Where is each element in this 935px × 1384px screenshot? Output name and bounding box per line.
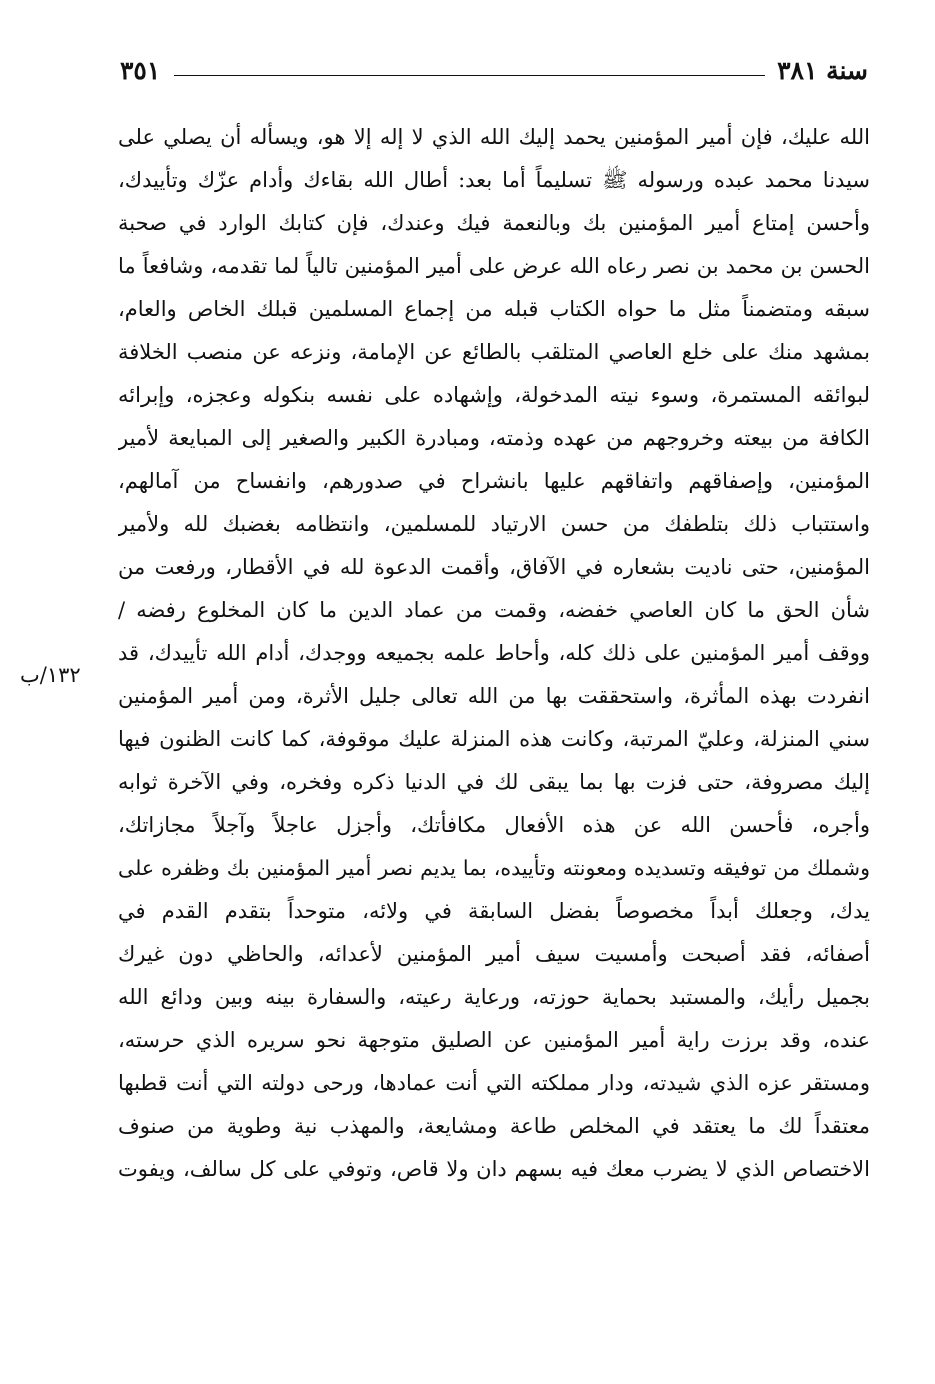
text-line: انفردت بهذه المأثرة، واستحققت بها من الله تعالى جليل الأثرة، ومن أمير المؤمنين bbox=[118, 684, 870, 708]
text-line: الاختصاص الذي لا يضرب معك فيه بسهم دان ولا قاص، وتوفي على كل سالف، ويفوت bbox=[118, 1157, 870, 1181]
text-line: الكافة من بيعته وخروجهم من عهده وذمته، ومبادرة الكبير والصغير إلى المبايعة لأمير bbox=[118, 426, 870, 450]
text-line: سيدنا محمد عبده ورسوله ﷺ تسليماً أما بعد: أطال الله بقاءك وأدام عزّك وتأييدك، bbox=[118, 168, 870, 192]
text-line: الله عليك، فإن أمير المؤمنين يحمد إليك الله الذي لا إله إلا هو، ويسأله أن يصلي على bbox=[118, 125, 870, 149]
text-line: بجميل رأيك، والمستبد بحماية حوزته، ورعاية رعيته، والسفارة بينه وبين ودائع الله bbox=[118, 985, 870, 1009]
text-line: ووقف أمير المؤمنين على ذلك كله، وأحاط علمه بجميعه ووجدك، أدام الله تأييدك، قد bbox=[118, 641, 870, 665]
text-line: بمشهد منك على خلع العاصي المتلقب بالطائع عن الإمامة، ونزعه عن منصب الخلافة bbox=[118, 340, 870, 364]
text-line: وشملك من توفيقه وتسديده ومعونته وتأييده، بما يديم نصر أمير المؤمنين بك وظفره على bbox=[118, 856, 870, 880]
text-line: يدك، وجعلك أبداً مخصوصاً بفضل السابقة في ولائه، متوحداً بتقدم القدم في bbox=[118, 899, 870, 923]
text-line: الحسن بن محمد بن نصر رعاه الله عرض على أمير المؤمنين تالياً لما تقدمه، وشافعاً ما bbox=[118, 254, 870, 278]
text-line: أصفائه، فقد أصبحت وأمسيت سيف أمير المؤمنين لأعدائه، والحاظي دون غيرك bbox=[118, 942, 870, 966]
running-header bbox=[120, 50, 868, 90]
page-number: ٣٥١ bbox=[120, 55, 161, 85]
text-line: معتقداً لك ما يعتقد في المخلص طاعة ومشايعة، والمهذب نية وطوية من صنوف bbox=[118, 1114, 870, 1138]
text-line: وأحسن إمتاع أمير المؤمنين بك وبالنعمة فيك وعندك، فإن كتابك الوارد في صحبة bbox=[118, 211, 870, 235]
manuscript-folio-note: ١٣٢/ب bbox=[20, 663, 81, 687]
text-line: واستتباب ذلك بتلطفك من حسن الارتياد للمسلمين، وانتظامه بغضبك لله ولأمير bbox=[118, 512, 870, 536]
text-line: المؤمنين، وإصفاقهم واتفاقهم عليها بانشراح في صدورهم، وانفساح من آمالهم، bbox=[118, 469, 870, 493]
text-line: وأجره، فأحسن الله عن هذه الأفعال مكافأتك، وأجزل عاجلاً وآجلاً مجازاتك، bbox=[118, 813, 870, 837]
body-text bbox=[118, 116, 870, 1191]
text-line: المؤمنين، حتى ناديت بشعاره في الآفاق، وأقمت الدعوة لله في الأقطار، ورفعت من bbox=[118, 555, 870, 579]
text-line: لبوائقه المستمرة، وسوء نيته المدخولة، وإشهاده على نفسه بنكوله وعجزه، وإبرائه bbox=[118, 383, 870, 407]
text-line: إليك مصروفة، حتى فزت بها بما يبقى لك في الدنيا ذكره وفخره، وفي الآخرة ثوابه bbox=[118, 770, 870, 794]
text-line: ومستقر عزه الذي شيدته، ودار مملكته التي أنت عمادها، ورحى دولته التي أنت قطبها bbox=[118, 1071, 870, 1095]
text-line: سبقه ومتضمناً مثل ما حواه الكتاب قبله من إجماع المسلمين قبلك الخاص والعام، bbox=[118, 297, 870, 321]
header-year: سنة ٣٨١ bbox=[777, 55, 868, 85]
text-line: عنده، وقد برزت راية أمير المؤمنين عن الصليق متوجهة نحو سريره الذي حرسته، bbox=[118, 1028, 870, 1052]
header-rule bbox=[174, 75, 765, 76]
text-line: شأن الحق ما كان العاصي خفضه، وقمت من عماد الدين ما كان المخلوع رفضه / bbox=[118, 598, 870, 622]
text-line: سني المنزلة، وعليّ المرتبة، وكانت هذه المنزلة عليك موقوفة، كما كانت الظنون فيها bbox=[118, 727, 870, 751]
